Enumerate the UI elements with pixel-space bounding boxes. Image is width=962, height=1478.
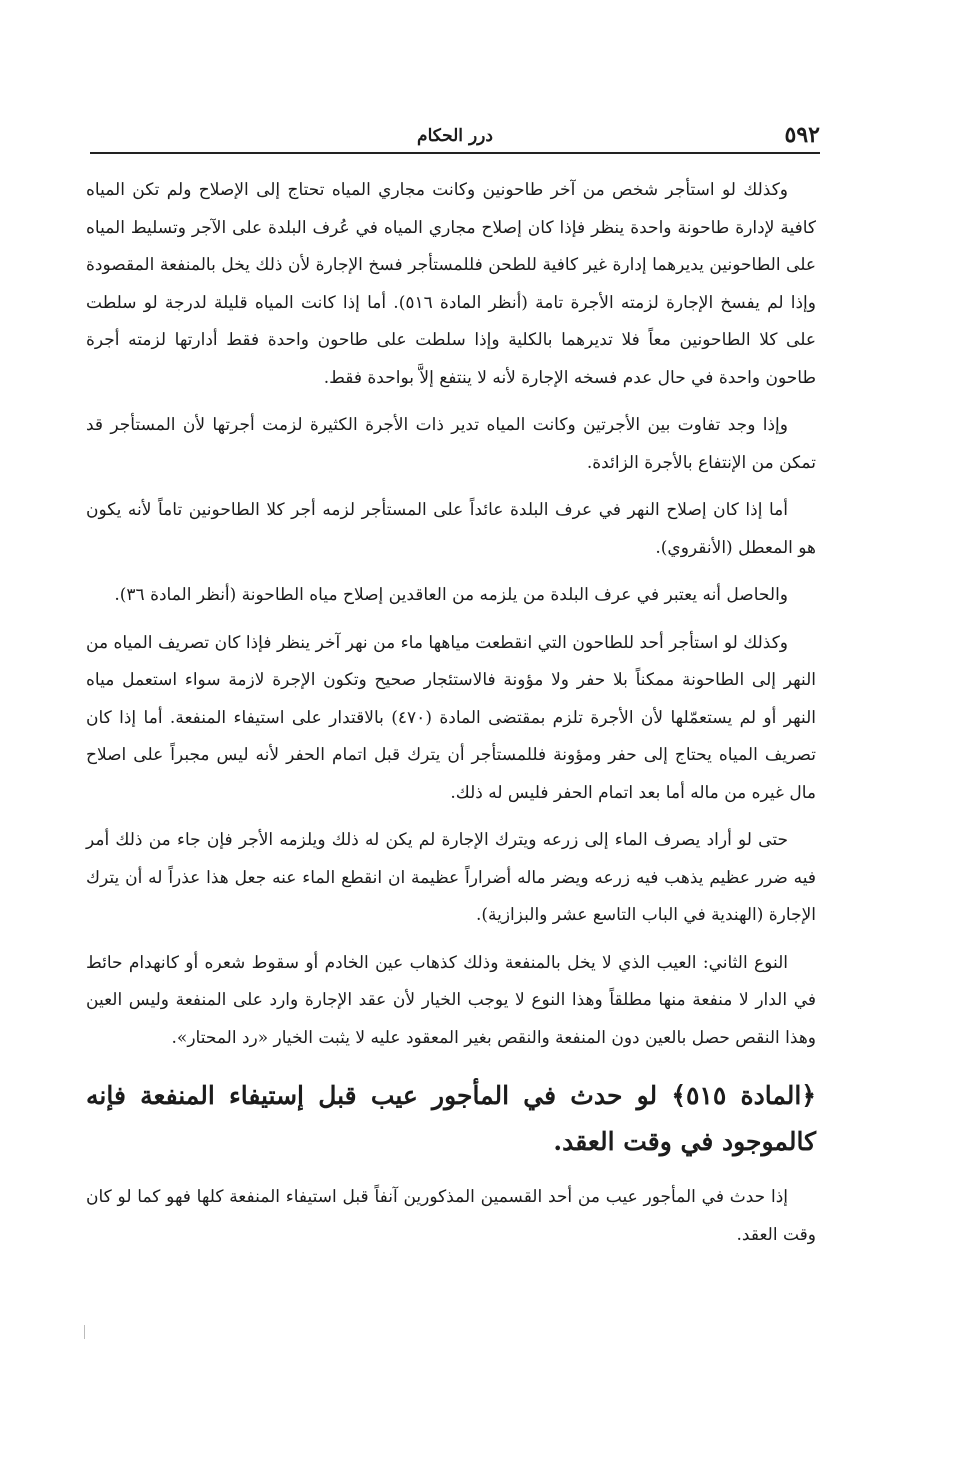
paragraph: أما إذا كان إصلاح النهر في عرف البلدة عائداً على المستأجر لزمه أجر كلا الطاحونين تاماً لأنه يكون هو المعطل (الأنقروي). (86, 500, 816, 558)
scan-mark (84, 1325, 85, 1339)
header-rule (90, 152, 820, 154)
closing-paragraph: إذا حدث في المأجور عيب من أحد القسمين المذكورين آنفاً قبل استيفاء المنفعة كلها فهو كما لو كان وقت العقد. (86, 1187, 816, 1245)
paragraph: وإذا وجد تفاوت بين الأجرتين وكانت المياه تدير ذات الأجرة الكثيرة لزمت أجرتها لأن المستأجر قد تمكن من الإنتفاع بالأجرة الزائدة. (86, 415, 816, 473)
page-header (90, 122, 820, 154)
paragraph: والحاصل أنه يعتبر في عرف البلدة من يلزمه من العاقدين إصلاح مياه الطاحونة (أنظر المادة ٣٦). (114, 585, 788, 605)
running-title: درر الحكام (417, 126, 493, 146)
paragraph: النوع الثاني: العيب الذي لا يخل بالمنفعة وذلك كذهاب عين الخادم أو سقوط شعره أو كانهدام حائط في الدار لا منفعة منها مطلقاً وهذا النوع لا يوجب الخيار لأن عقد الإجارة وارد على المنفعة وليس العين وهذا النقص حصل بالعين دون المنفعة والنقص بغير المعقود عليه لا يثبت الخيار «رد المحتار». (86, 952, 816, 1048)
page-body (86, 172, 816, 1264)
paragraph: وكذلك لو استأجر أحد للطاحون التي انقطعت مياهها ماء من نهر آخر ينظر فإذا كان تصريف المياه من النهر إلى الطاحونة ممكناً بلا حفر ولا مؤونة فالاستئجار صحيح وتكون الإجرة لازمة سواء استعمل مياه النهر أو لم يستعمّلها لأن الأجرة تلزم بمقتضى المادة (٤٧٠) بالاقتدار على استيفاء المنفعة. أما إذا كان تصريف المياه يحتاج إلى حفر ومؤونة فللمستأجر أن يترك قبل اتمام الحفر لأنه ليس مجبراً على اصلاح مال غيره من ماله أما بعد اتمام الحفر فليس له ذلك. (86, 632, 816, 803)
article-heading: ﴿المادة ٥١٥﴾ لو حدث في المأجور عيب قبل إستيفاء المنفعة فإنه كالموجود في وقت العقد. (86, 1081, 816, 1156)
page-number: ٥٩٢ (784, 122, 820, 148)
paragraph: وكذلك لو استأجر شخص من آخر طاحونين وكانت مجاري المياه تحتاج إلى الإصلاح ولم تكن المياه كافية لإدارة طاحونة واحدة ينظر فإذا كان إصلاح مجاري المياه في عُرف البلدة على الآجر وتسليط المياه على الطاحونين يديرهما إدارة غير كافية للطحن فللمستأجر فسخ الإجارة لأن ذلك يخل بالمنفعة المقصودة وإذا لم يفسخ الإجارة لزمته الأجرة تامة (أنظر المادة ٥١٦). أما إذا كانت المياه قليلة لدرجة لو سلطت على كلا الطاحونين معاً فلا تديرهما بالكلية وإذا سلطت على طاحون واحدة فقط أدارتها لزمته أجرة طاحون واحدة في حال عدم فسخه الإجارة لأنه لا ينتفع إلاَّ بواحدة فقط. (86, 180, 816, 388)
paragraph: حتى لو أراد يصرف الماء إلى زرعه ويترك الإجارة لم يكن له ذلك ويلزمه الأجر فإن جاء من ذلك أمر فيه ضرر عظيم يذهب فيه زرعه ويضر ماله أضراراً عظيمة ان انقطع الماء عنه جعل هذا عذراً له أن يترك الإجارة (الهندية في الباب التاسع عشر والبزازية). (86, 830, 816, 925)
